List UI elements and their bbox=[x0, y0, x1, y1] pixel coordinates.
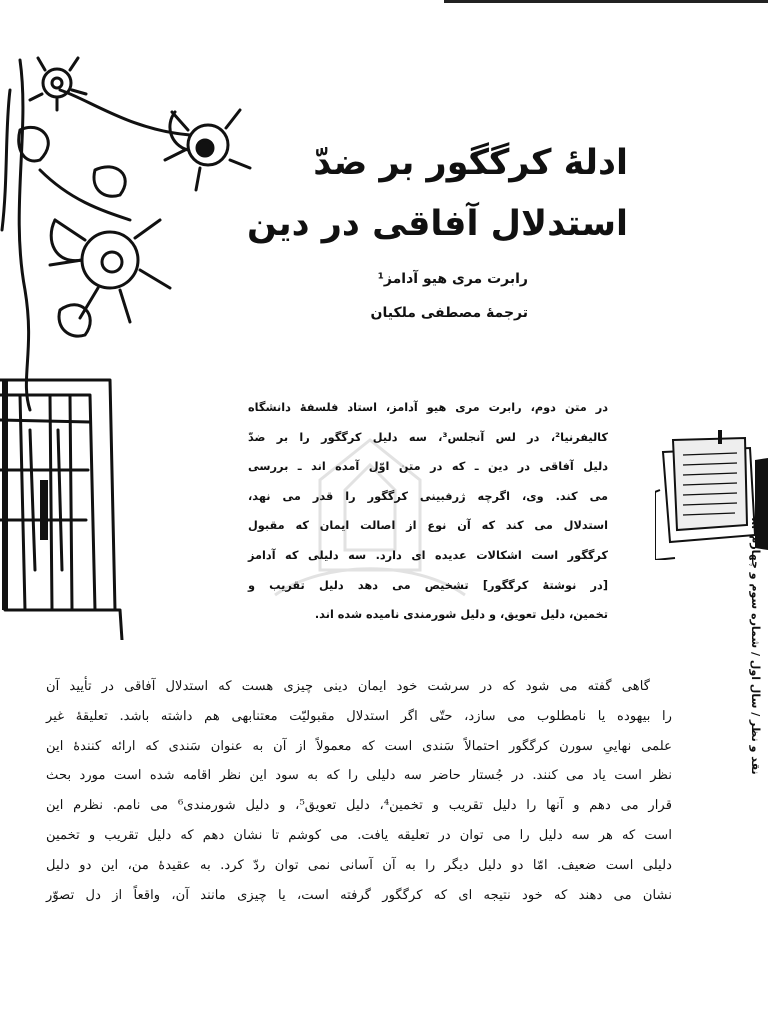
abstract-line: دلیل آفاقی در دین ـ که در متن اوّل آمده اند ـ بررسی bbox=[248, 460, 608, 474]
body-line: نظر است یاد می کنند. در جُستار حاضر سه دلیلی را که به سود این نظر اقامه شده است مورد بحث bbox=[46, 768, 672, 784]
title-line-1: ادلهٔ کرگگور بر ضدّ bbox=[313, 143, 628, 183]
body-line: دلیلی است ضعیف. امّا دو دلیل دیگر را به آن آسانی نمی توان ردّ کرد. به عقیدهٔ من، این دو دلیل bbox=[46, 857, 672, 873]
article-title bbox=[208, 133, 628, 255]
abstract-line: استدلال می کند که آن نوع از اصالت ایمان که مقبول bbox=[248, 519, 608, 533]
abstract-line: [در نوشتهٔ کرگگور] تشخیص می دهد دلیل تقریب و bbox=[248, 578, 608, 592]
translator-name: ترجمهٔ مصطفی ملکیان bbox=[370, 305, 528, 321]
body-line: نشان می دهند که خود نتیجه ای که کرگگور گرفته است، یا چیزی مانند آن، واقعاً از دل تصوّر bbox=[46, 887, 672, 903]
abstract-line: تخمین، دلیل تعویق، و دلیل شورمندی نامیده شده اند. bbox=[314, 608, 608, 622]
abstract-line: می کند. وی، اگرچه ژرفبینی کرگگور را قدر می نهد، bbox=[248, 489, 608, 503]
title-line-2: استدلال آفاقی در دین bbox=[246, 204, 628, 244]
body-text bbox=[46, 672, 672, 910]
running-head: نقد و نظر / سال اول / شماره سوم و چهارم ۸۲ bbox=[749, 518, 762, 775]
body-line: علمی نهاییِ سورن کرگگور احتمالاً سَندی است که معمولاً از آن به عنوان سَندی که ارائه کنندهٔ این bbox=[46, 738, 672, 754]
top-rule bbox=[444, 0, 768, 3]
body-line: گاهی گفته می شود که در سرشت خود ایمان دینی چیزی هست که استدلال آفاقی در تأیید آن bbox=[46, 679, 650, 694]
abstract-line: کرگگور است اشکالات عدیده ای دارد. سه دلیلی که آدامز bbox=[248, 548, 608, 562]
body-line: قرار می دهم و آنها را دلیل تقریب و تخمین⁴، دلیل تعویق⁵، و دلیل شورمندی⁶ می نامم. نظرم این bbox=[46, 798, 672, 814]
abstract-line: در متن دوم، رابرت مری هیو آدامز، استاد فلسفهٔ دانشگاه bbox=[248, 401, 608, 414]
body-line: است که هر سه دلیل را می توان در تعلیقه یافت. می کوشم تا نشان دهم که دلیل تقریب و تخمین bbox=[46, 827, 672, 843]
author-block bbox=[228, 262, 528, 330]
author-name: رابرت مری هیو آدامز¹ bbox=[377, 271, 528, 287]
body-line: را بیهوده یا نامطلوب می سازد، حتّی اگر استدلال مقبولیّت معتنابهی هم داشته باشد. تعلیقهٔ غیر bbox=[46, 708, 672, 724]
abstract-line: کالیفرنیا²، در لس آنجلس³، سه دلیل کرگگور را بر ضدّ bbox=[248, 430, 608, 444]
abstract bbox=[248, 393, 608, 630]
